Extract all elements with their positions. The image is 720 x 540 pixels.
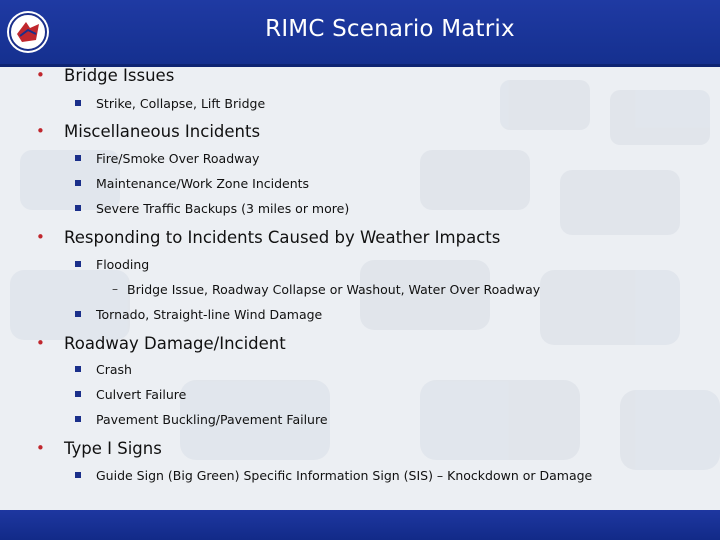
section-heading: Responding to Incidents Caused by Weather Impacts (64, 228, 501, 247)
bullet-icon: • (36, 228, 45, 246)
state-dot-logo-icon (6, 10, 50, 54)
square-bullet-icon (75, 391, 81, 397)
square-bullet-icon (75, 180, 81, 186)
bullet-icon: • (36, 122, 45, 140)
dash-bullet-icon: – (112, 282, 118, 296)
list-item: Strike, Collapse, Lift Bridge (96, 96, 266, 111)
title-bar (0, 0, 720, 67)
square-bullet-icon (75, 366, 81, 372)
section-heading: Miscellaneous Incidents (64, 122, 261, 141)
square-bullet-icon (75, 472, 81, 478)
square-bullet-icon (75, 416, 81, 422)
list-item: Fire/Smoke Over Roadway (96, 151, 260, 166)
square-bullet-icon (75, 155, 81, 161)
square-bullet-icon (75, 100, 81, 106)
list-item: Guide Sign (Big Green) Specific Information Sign (SIS) – Knockdown or Damage (96, 468, 593, 483)
section-heading: Roadway Damage/Incident (64, 334, 286, 353)
list-item: Crash (96, 362, 132, 377)
bullet-icon: • (36, 334, 45, 352)
section-heading: Bridge Issues (64, 66, 175, 85)
slide-title: RIMC Scenario Matrix (265, 16, 515, 42)
list-item: Culvert Failure (96, 387, 187, 402)
list-item: Flooding (96, 257, 150, 272)
square-bullet-icon (75, 311, 81, 317)
square-bullet-icon (75, 261, 81, 267)
section-heading: Type I Signs (64, 439, 162, 458)
bullet-icon: • (36, 66, 45, 84)
list-item: Pavement Buckling/Pavement Failure (96, 412, 328, 427)
square-bullet-icon (75, 205, 81, 211)
footer-bar (0, 510, 720, 540)
list-item: Tornado, Straight-line Wind Damage (96, 307, 323, 322)
list-subitem: Bridge Issue, Roadway Collapse or Washout, Water Over Roadway (127, 282, 541, 297)
bullet-icon: • (36, 439, 45, 457)
list-item: Maintenance/Work Zone Incidents (96, 176, 310, 191)
list-item: Severe Traffic Backups (3 miles or more) (96, 201, 350, 216)
